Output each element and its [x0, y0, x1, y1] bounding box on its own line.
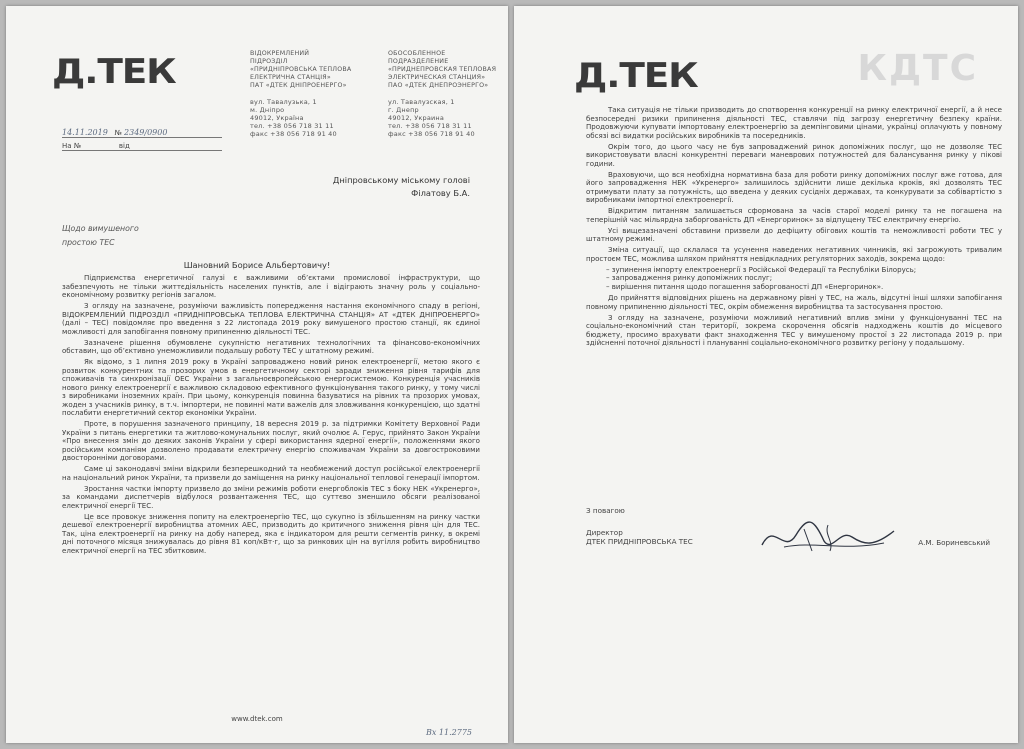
paragraph: Проте, в порушення зазначеного принципу, 18 вересня 2019 р. за підтримки Комітету Верховної Ради України з питань енергетики та житлово-комунальних послуг, який очолює А. Герус, прийнято Закон України «Про внесення змін до деяких законів України у сфері використання ядерної енергії», положеннями якого російським компаніям дозволено продавати електричну енергію споживачам України за довгостроковими двосторонніми договорами. — [62, 419, 480, 462]
paragraph: Усі вищезазначені обставини призвели до дефіциту обігових коштів та неможливості роботи ТЕС у штатному режимі. — [586, 225, 1002, 243]
outgoing-ref-line — [62, 128, 222, 138]
incoming-ref-line — [62, 142, 222, 151]
paragraph: Така ситуація не тільки призводить до спотворення конкуренції на ринку електричної енергії, а й несе безпосередні ризики припинення діяльності ТЕС, ставлячи під загрозу енергетичну безпеку країни. Продовжуючи купувати імпортовану електроенергію за демпінговими цінами, українці оплачують у повному обсязі всі видатки російських виробників та посередників. — [586, 105, 1002, 140]
list-item: – зупинення імпорту електроенергії з Російської Федерації та Республіки Білорусь; — [606, 266, 1002, 275]
signatory-title: Директор ДТЕК ПРИДНІПРОВСЬКА ТЕС — [586, 528, 693, 546]
list-item: – запровадження ринку допоміжних послуг; — [606, 274, 1002, 283]
org-title-ua: ВІДОКРЕМЛЕНИЙ ПІДРОЗДІЛ «ПРИДНІПРОВСЬКА ТЕПЛОВА ЕЛЕКТРИЧНА СТАНЦІЯ» ПАТ «ДТЕК ДНІПРОЕНЕРГО» — [250, 50, 352, 89]
measures-list — [586, 266, 1002, 292]
paragraph: Окрім того, до цього часу не був запроваджений ринок допоміжних послуг, що не дозволяє ТЕС використовувати власні конкурентні переваги маневрових потужностей для балансування ринку у пікові години. — [586, 141, 1002, 168]
org-block-ru — [388, 50, 508, 138]
ref-date: 14.11.2019 — [62, 128, 108, 137]
letter-body-page-2 — [586, 106, 1002, 350]
ref-number-label: № — [114, 129, 122, 137]
letter-page-1 — [6, 6, 508, 743]
subject: Щодо вимушеного простою ТЕС — [62, 224, 139, 247]
closing-phrase: З повагою — [586, 506, 625, 515]
paragraph: Враховуючи, що вся необхідна нормативна база для роботи ринку допоміжних послуг вже готова, для його запровадження НЕК «Укренерго» залишилось здійснити лише декілька кроків, які дозволять ТЕС отримувати плату за потужність, що введена у деяких сусідніх державах, та конкурувати за собівартістю з виробниками імпортної електроенергії. — [586, 169, 1002, 204]
ref-from-label: від — [118, 142, 130, 150]
org-address-ru: ул. Тавалузская, 1 г. Днепр 49012, Украина тел. +38 056 718 31 11 факс +38 056 718 91 40 — [388, 98, 475, 138]
paragraph: До прийняття відповідних рішень на державному рівні у ТЕС, на жаль, відсутні інші шляхи запобігання повному припиненню діяльності ТЕС, окрім обмеження виробництва та застосування простою. — [586, 293, 1002, 311]
letter-page-2 — [514, 6, 1018, 743]
paragraph: Зростання частки імпорту призвело до зміни режимів роботи енергоблоків ТЕС з боку НЕК «Укренерго», за командами диспетчерів відбулося розвантаження ТЕС, що суттєво зменшило обсяги реалізованої електричної енергії ТЕС. — [62, 483, 480, 510]
paragraph: Підприємства енергетичної галузі є важливими об’єктами промислової інфраструктури, що забезпечують не тільки життєдіяльність населених пунктів, але і відіграють значну роль у соціально-економічному розвитку регіонів загалом. — [62, 273, 480, 299]
footer-url: www.dtek.com — [231, 715, 283, 723]
dtek-logo: Д.ТЕК — [574, 56, 698, 96]
paragraph: Це все провокує зниження попиту на електроенергію ТЕС, що сукупно із збільшенням на ринку частки дешевої електроенергії виробництва атомних АЕС, призводить до критичного зниження рівня цін для ТЕС. Так, ціна електроенергії на ринку на добу наперед, яка є індикатором для решти сегментів ринку, в окремі дні поточного місяця знижувалась до рівня 81 коп/кВт·г, що за ринкових цін на вугілля робить виробництво електричної енергії на ТЕС збитковим. — [62, 511, 480, 555]
faint-logo-watermark: КДТС — [857, 48, 978, 89]
paragraph: Зазначене рішення обумовлене сукупністю негативних технологічних та фінансово-економічних обставин, що об’єктивно унеможливили подальшу роботу ТЕС у штатному режимі. — [62, 337, 480, 355]
paragraph: Відкритим питанням залишається сформована за часів старої моделі ринку та не погашена на теперішній час мільярдна заборгованість ДП «Енергоринок» за відпущену ТЕС електричну енергію. — [586, 206, 1002, 224]
addressee: Дніпровському міському голові Філатову Б.А. — [332, 175, 470, 198]
paragraph: З огляду на зазначене, розуміючи важливість попередження настання економічного спаду в регіоні, ВІДОКРЕМЛЕНИЙ ПІДРОЗДІЛ «ПРИДНІПРОВСЬКА ТЕПЛОВА ЕЛЕКТРИЧНА СТАНЦІЯ» АТ «ДТЕК ДНІПРОЕНЕРГО» (далі – ТЕС) повідомляє про введення з 22 листопада 2019 року вимушеного простою станції, як єдиної можливості для запобігання повному припиненню діяльності ТЕС. — [62, 301, 480, 336]
paragraph: З огляду на зазначене, розуміючи можливий негативний вплив зміни у функціонуванні ТЕС на соціально-економічний стан території, зокрема скорочення обсягів надходжень коштів до місцевого бюджету, просимо врахувати факт знаходження ТЕС у вимушеному простої з 22 листопада 2019 р. при здійсненні поточної діяльності і плануванні соціально-економічного розвитку регіону у подальшому. — [586, 312, 1002, 347]
paragraph: Саме ці законодавчі зміни відкрили безперешкодний та необмежений доступ російської електроенергії на національний ринок України, та призвели до заміщення на ринку національної теплової генерації імпортом. — [62, 464, 480, 482]
ref-to-label: На № — [62, 142, 82, 150]
handwritten-incoming-note: Вх 11.2775 — [426, 728, 473, 737]
list-item: – вирішення питання щодо погашення заборгованості ДП «Енергоринок». — [606, 283, 1002, 292]
org-title-ru: ОБОСОБЛЕННОЕ ПОДРАЗДЕЛЕНИЕ «ПРИДНЕПРОВСКАЯ ТЕПЛОВАЯ ЭЛЕКТРИЧЕСКАЯ СТАНЦИЯ» ПАО «ДТЕК ДНЕПРОЭНЕРГО» — [388, 50, 497, 89]
org-address-ua: вул. Тавалузька, 1 м. Дніпро 49012, Україна тел. +38 056 718 31 11 факс +38 056 718 91 40 — [250, 98, 337, 138]
dtek-logo: Д.ТЕК — [52, 52, 176, 92]
paragraph: Як відомо, з 1 липня 2019 року в Україні запроваджено новий ринок електроенергії, метою якого є розвиток конкурентних та прозорих умов в енергетичному секторі заради зниження рівня тарифів для споживачів та синхронізації ОЕС України з загальноєвропейською енергосистемою. Конкуренція учасників нового ринку електроенергії є важливою складовою ефективного функціонування такого ринку, у тому числі з виробниками іноземних країн. При цьому, конкуренція повинна базуватися на рівних та прозорих умовах, жоден з учасників ринку, в т.ч. імпортери, не повинні мати важелів для зловживання конкуренцією, що здатні послабити енергетичний сектор економіки України. — [62, 357, 480, 417]
greeting: Шановний Борисе Альбертовичу! — [183, 260, 331, 270]
ref-number: 2349/0900 — [124, 128, 168, 137]
org-block-ua — [250, 50, 380, 138]
letter-body-page-1 — [62, 274, 480, 558]
paragraph: Зміна ситуації, що склалася та усунення наведених негативних чинників, які загрожують тривалим простоєм ТЕС, можлива шляхом прийняття невідкладних регуляторних заходів, зокрема щодо: — [586, 245, 1002, 263]
signatory-name: А.М. Бориневський — [918, 538, 990, 547]
handwritten-signature-icon — [754, 511, 904, 561]
